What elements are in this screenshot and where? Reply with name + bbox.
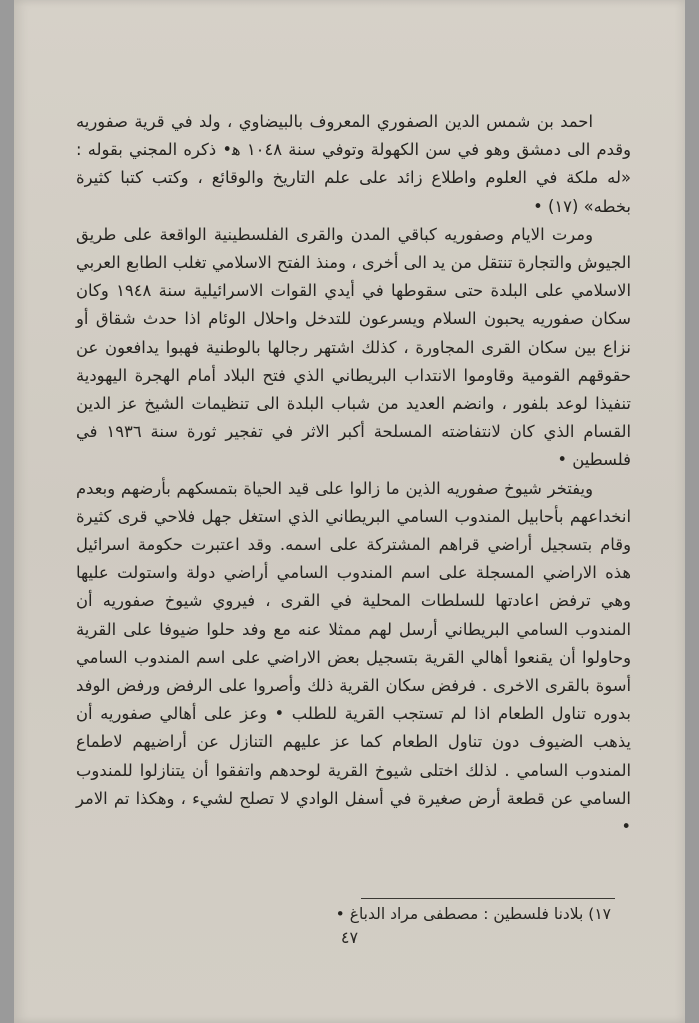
- footnote: ١٧) بلادنا فلسطين : مصطفى مراد الدباغ •: [335, 905, 611, 923]
- book-page: [14, 0, 685, 1023]
- paragraph-2: ومرت الايام وصفوريه كباقي المدن والقرى الفلسطينية الواقعة على طريق الجيوش والتجارة تنتقل من يد الى أخرى ، ومنذ الفتح الاسلامي تغلب الطابع العربي الاسلامي على البلدة حتى سقوطها في أيدي القوات الاسرائيلية سنة ١٩٤٨ وكان سكان صفوريه يحبون السلام ويسرعون للتدخل واحلال الوئام اذا حدث شقاق أو نزاع بين سكان القرى المجاورة ، كذلك اشتهر رجالها بالوطنية فهبوا يدافعون عن حقوقهم القومية وقاوموا الانتداب البريطاني الذي فتح البلاد أمام الهجرة اليهودية تنفيذا لوعد بلفور ، وانضم العديد من شباب البلدة الى تنظيمات الشيخ عز الدين القسام الذي كان لانتفاضته المسلحة أكبر الاثر في تفجير ثورة سنة ١٩٣٦ في فلسطين •: [76, 224, 631, 470]
- page-number: ٤٧: [340, 928, 359, 947]
- paragraph-1: احمد بن شمس الدين الصفوري المعروف بالبيضاوي ، ولد في قرية صفوريه وقدم الى دمشق وهو في سن الكهولة وتوفي سنة ١٠٤٨ ﻫ• ذكره المجني بقوله : «له ملكة في العلوم واطلاع زائد على علم التاريخ والوقائع ، وكتب كتبا كثيرة بخطه» (١٧) •: [76, 112, 631, 216]
- paragraph-3: ويفتخر شيوخ صفوريه الذين ما زالوا على قيد الحياة بتمسكهم بأرضهم وبعدم انخداعهم بأحابيل المندوب السامي البريطاني الذي استغل جهل فلاحي قرى كثيرة وقام بتسجيل أراضي قراهم المشتركة على اسمه. وقد اعتبرت حكومة اسرائيل هذه الاراضي المسجلة على اسم المندوب السامي أراضي دولة واستولت عليها وهي ترفض اعادتها للسلطات المحلية في القرى ، فيروي شيوخ صفوريه أن المندوب السامي البريطاني أرسل لهم ممثلا عنه مع وفد حلوا ضيوفا على القرية وحاولوا أن يقنعوا أهالي القرية بتسجيل بعض الاراضي على اسم المندوب السامي أسوة بالقرى الاخرى . فرفض سكان القرية ذلك وأصروا على الرفض ورفض الوفد بدوره تناول الطعام اذا لم تستجب القرية للطلب • وعز على أهالي صفوريه أن يذهب الضيوف دون تناول الطعام كما عز عليهم التنازل عن أراضيهم لاطماع المندوب السامي . لذلك اختلى شيوخ القرية لوحدهم واتفقوا أن يتنازلوا للمندوب السامي عن قطعة أرض صغيرة في أسفل الوادي لا تصلح لشيء ، وهكذا تم الامر •: [76, 478, 631, 837]
- footnote-divider: [361, 898, 615, 899]
- body-text: [76, 108, 631, 841]
